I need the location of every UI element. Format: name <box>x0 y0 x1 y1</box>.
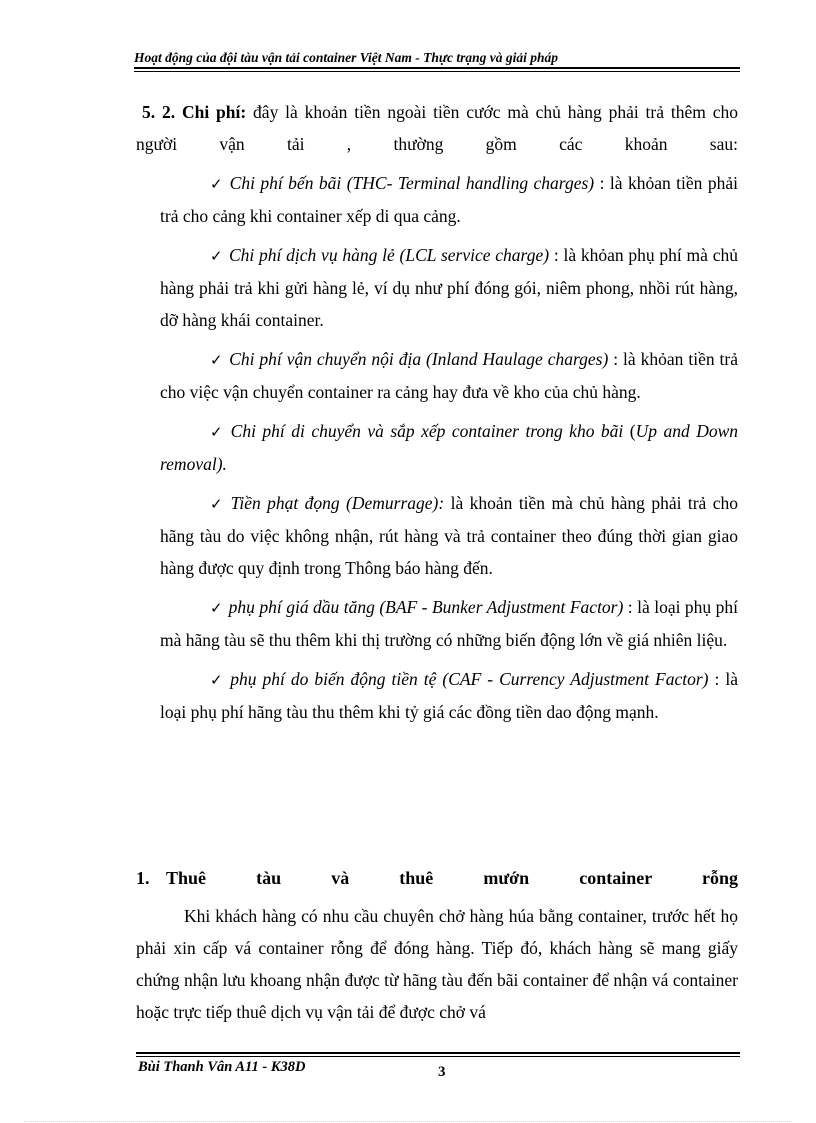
list-item-desc: là khoản tiền mà chủ hàng phải trả cho hãng tàu do việc không nhận, rút hàng và trả container theo đúng thời gian giao hàng được quy định trong Thông báo hàng đến. <box>160 493 738 578</box>
checkmark-icon: ✓ <box>210 247 223 265</box>
intro-text-line1: đây là khoản tiền ngoài tiền cước mà chủ hàng phải trả thêm <box>246 102 706 122</box>
header-divider-thin <box>134 71 740 72</box>
footer-divider <box>136 1052 740 1054</box>
list-item-term: Chi phí dịch vụ hàng lẻ (LCL service charge) <box>228 245 550 265</box>
list-item <box>136 343 738 408</box>
main-content <box>136 96 738 735</box>
list-item-term: Chi phí bến bãi (THC- Terminal handling charges) <box>229 173 595 193</box>
list-item <box>136 415 738 480</box>
list-item-term: Tiền phạt đọng (Demurrage): <box>230 493 445 513</box>
checkmark-icon: ✓ <box>210 175 224 193</box>
list-item-term: Chi phí di chuyển và sắp xếp container trong kho bãi <box>230 421 624 441</box>
section-title: Thuê tàu và thuê mướn container rỗng <box>166 868 738 888</box>
list-item-term: phụ phí giá dầu tăng (BAF - Bunker Adjustment Factor) <box>228 597 624 617</box>
list-item-term-2: Up and Down removal). <box>160 421 739 474</box>
checkmark-icon: ✓ <box>210 351 224 369</box>
header-divider <box>134 67 740 69</box>
checkmark-icon: ✓ <box>210 423 225 441</box>
page-number: 3 <box>438 1064 446 1080</box>
subsection-label: 5. 2. Chi phí: <box>142 102 247 122</box>
body-paragraph: Khi khách hàng có nhu cầu chuyên chở hàng húa bằng container, trước hết họ phải xin cấp vá container rỗng để đóng hàng. Tiếp đó, khách hàng sẽ mang giấy chứng nhận lưu khoang nhận được từ hãng tàu đến bãi container để nhận vá container hoặc trực tiếp thuê dịch vụ vận tải để được chở vá <box>136 906 738 1022</box>
section-body <box>136 900 738 1028</box>
checkmark-icon: ✓ <box>210 495 225 513</box>
checkmark-icon: ✓ <box>210 599 223 617</box>
running-header: Hoạt động của đội tàu vận tải container Việt Nam - Thực trạng và giải pháp <box>134 50 558 65</box>
section-heading <box>136 862 738 894</box>
intro-text-line2: cho người vận tải , thường gồm các khoản sau: <box>136 102 738 154</box>
list-item-desc: ( <box>623 421 636 441</box>
list-item <box>136 663 738 728</box>
checkmark-icon: ✓ <box>210 671 225 689</box>
list-item <box>136 487 738 584</box>
list-item-desc: : là loại phụ phí mà hãng tàu sẽ thu thêm khi thị trường có những biến động lớn về giá nhiên liệu. <box>160 597 738 650</box>
list-item-desc: : là khỏan tiền trả cho việc vận chuyển container ra cảng hay đưa về kho của chủ hàng. <box>160 349 738 402</box>
list-item <box>136 167 738 232</box>
page-edge <box>24 1121 792 1122</box>
list-item-desc: : là khỏan tiền phải trả cho cảng khi container xếp di qua cảng. <box>160 173 738 226</box>
intro-paragraph <box>136 96 738 160</box>
list-item-desc: : là khỏan phụ phí mà chủ hàng phải trả khi gửi hàng lẻ, ví dụ như phí đóng gói, niêm phong, nhồi rút hàng, dỡ hàng khái container. <box>160 245 738 330</box>
footer-divider-thin <box>136 1056 740 1057</box>
section-number: 1. <box>136 868 150 888</box>
footer-author: Bùi Thanh Vân A11 - K38D <box>138 1059 306 1075</box>
list-item-term: phụ phí do biến động tiền tệ (CAF - Currency Adjustment Factor) <box>230 669 709 689</box>
list-item-term: Chi phí vận chuyển nội địa (Inland Haulage charges) <box>229 349 609 369</box>
list-item <box>136 239 738 336</box>
list-item-desc: : là loại phụ phí hãng tàu thu thêm khi tỷ giá các đồng tiền dao động mạnh. <box>160 669 738 722</box>
list-item <box>136 591 738 656</box>
